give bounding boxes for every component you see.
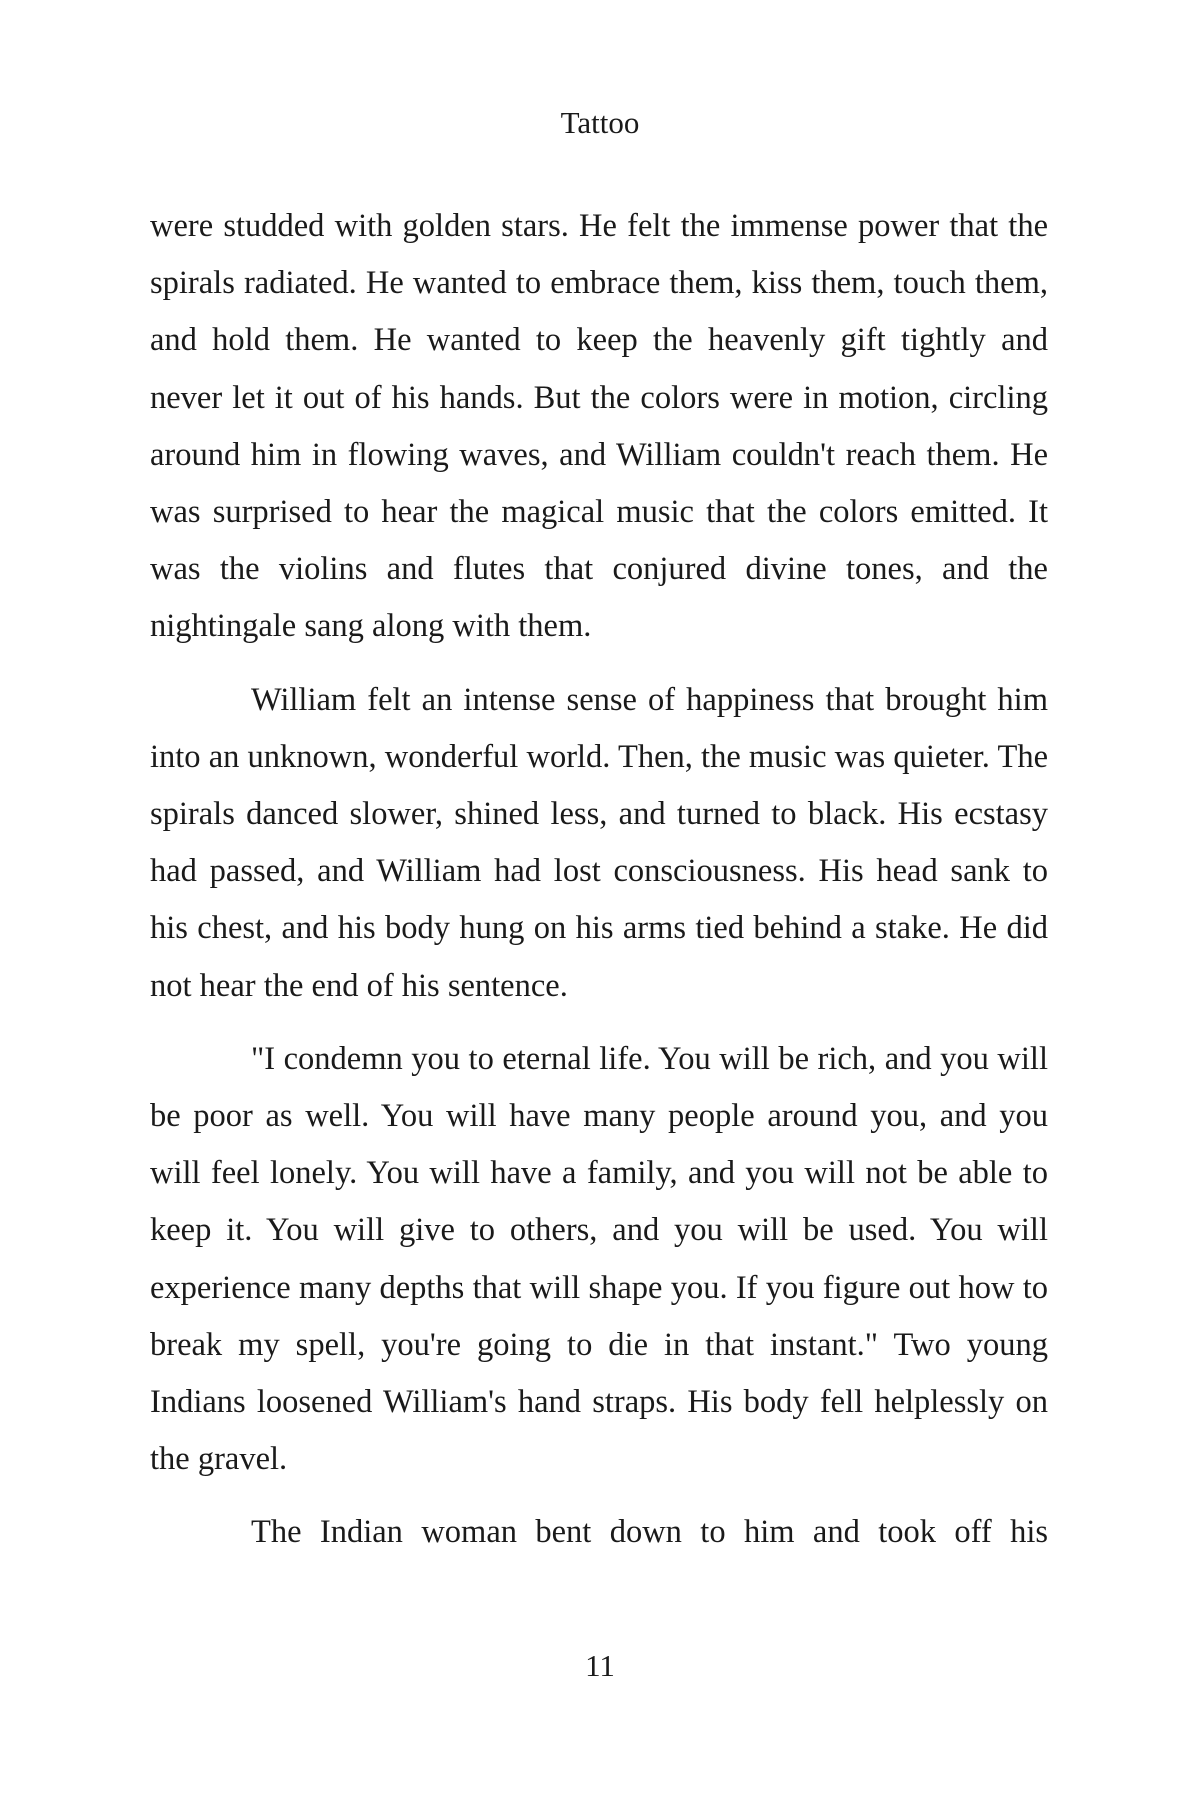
page-number: 11 [585,1648,615,1683]
paragraph-continues: The Indian woman bent down to him and took off his [251,1514,1048,1551]
paragraph: William felt an intense sense of happiness that brought him into an unknown, wonderful world. Then, the music was quieter. The spirals danced slower, shined less, and turned to black. His ecstasy had passed, and William had lost consciousness. His head sank to his chest, and his body hung on his arms tied behind a stake. He did not hear the end of his sentence. [150,681,1048,1004]
paragraph: "I condemn you to eternal life. You will be rich, and you will be poor as well. You will have many people around you, and you will feel lonely. You will have a family, and you will not be able to keep it. You will give to others, and you will be used. You will experience many depths that will shape you. If you figure out how to break my spell, you're going to die in that instant." Two young Indians loosened William's hand straps. His body fell helplessly on the gravel. [150,1040,1048,1478]
paragraph-continued: were studded with golden stars. He felt the immense power that the spirals radiated. He wanted to embrace them, kiss them, touch them, and hold them. He wanted to keep the heavenly gift tightly and never let it out of his hands. But the colors were in motion, circling around him in flowing waves, and William couldn't reach them. He was surprised to hear the magical music that the colors emitted. It was the violins and flutes that conjured divine tones, and the nightingale sang along with them. [150,208,1048,645]
body-text [150,198,1048,1578]
running-head-title: Tattoo [560,105,640,140]
